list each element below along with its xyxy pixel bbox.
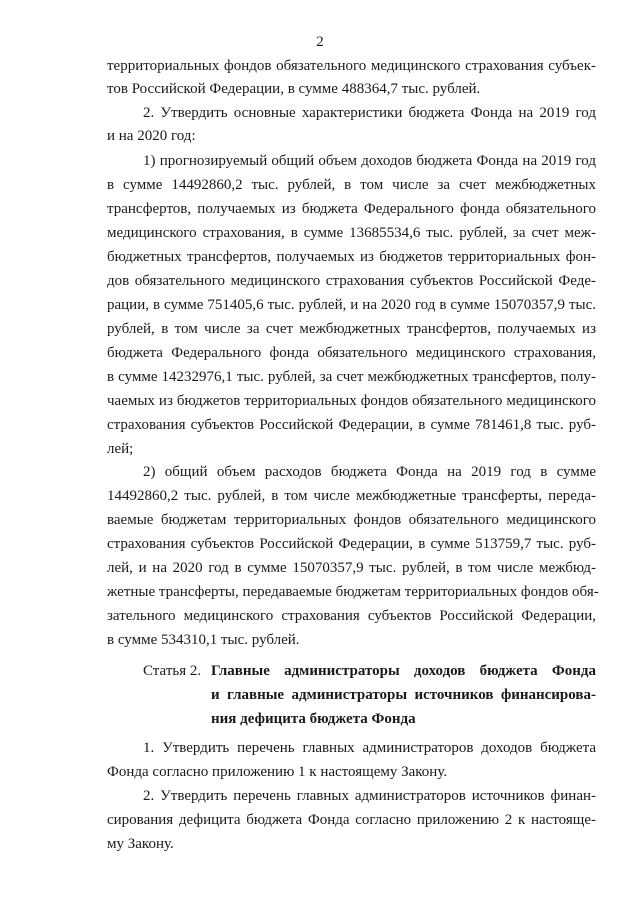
text-line: страхования субъектов Российской Федерации, в сумме 781461,8 тыс. руб-	[107, 417, 596, 433]
text-line: 14492860,2 тыс. рублей, в том числе межбюджетные трансферты, переда-	[107, 488, 596, 504]
article-title-line: ния дефицита бюджета Фонда	[211, 711, 416, 727]
text-line: в сумме 14232976,1 тыс. рублей, за счет межбюджетных трансфертов, полу-	[107, 369, 596, 385]
article-label: Статья 2.	[143, 663, 202, 679]
text-line: 2. Утвердить основные характеристики бюджета Фонда на 2019 год	[143, 105, 596, 121]
text-line: зательного медицинского страхования субъектов Российской Федерации,	[107, 608, 596, 624]
text-line: лей, и на 2020 год в сумме 15070357,9 тыс. рублей, в том числе межбюд-	[107, 560, 596, 576]
text-line: му Закону.	[107, 836, 174, 852]
text-line: лей;	[107, 441, 134, 457]
text-line: в сумме 534310,1 тыс. рублей.	[107, 632, 300, 648]
text-line: 1) прогнозируемый общий объем доходов бюджета Фонда на 2019 год	[143, 153, 596, 169]
text-line: в сумме 14492860,2 тыс. рублей, в том числе за счет межбюджетных	[107, 177, 596, 193]
text-line: бюджета Федерального фонда обязательного медицинского страхования,	[107, 345, 596, 361]
text-line: дов обязательного медицинского страхования субъектов Российской Феде-	[107, 273, 596, 289]
text-line: сирования дефицита бюджета Фонда согласно приложению 2 к настояще-	[107, 812, 596, 828]
text-line: 2) общий объем расходов бюджета Фонда на 2019 год в сумме	[143, 464, 596, 480]
text-line: Фонда согласно приложению 1 к настоящему Закону.	[107, 764, 448, 780]
text-line: территориальных фондов обязательного медицинского страхования субъек-	[107, 58, 596, 74]
text-line: жетные трансферты, передаваемые бюджетам территориальных фондов обя-	[107, 584, 599, 600]
page-number: 2	[316, 34, 324, 50]
text-line: бюджетных трансфертов, получаемых из бюджетов территориальных фон-	[107, 249, 596, 265]
text-line: 1. Утвердить перечень главных администраторов доходов бюджета	[143, 740, 596, 756]
article-title-line: и главные администраторы источников финансирова-	[211, 687, 596, 703]
text-line: трансфертов, получаемых из бюджета Федерального фонда обязательного	[107, 201, 596, 217]
article-title-line: Главные администраторы доходов бюджета Фонда	[211, 663, 596, 679]
text-line: тов Российской Федерации, в сумме 488364,7 тыс. рублей.	[107, 81, 481, 97]
text-line: ваемые бюджетам территориальных фондов обязательного медицинского	[107, 512, 596, 528]
text-line: чаемых из бюджетов территориальных фондов обязательного медицинского	[107, 393, 596, 409]
text-line: 2. Утвердить перечень главных администраторов источников финан-	[143, 788, 596, 804]
text-line: рублей, в том числе за счет межбюджетных трансфертов, получаемых из	[107, 321, 596, 337]
text-line: рации, в сумме 751405,6 тыс. рублей, и на 2020 год в сумме 15070357,9 тыс.	[107, 297, 596, 313]
text-line: страхования субъектов Российской Федерации, в сумме 513759,7 тыс. руб-	[107, 536, 596, 552]
text-line: и на 2020 год:	[107, 128, 196, 144]
text-line: медицинского страхования, в сумме 13685534,6 тыс. рублей, за счет меж-	[107, 225, 596, 241]
